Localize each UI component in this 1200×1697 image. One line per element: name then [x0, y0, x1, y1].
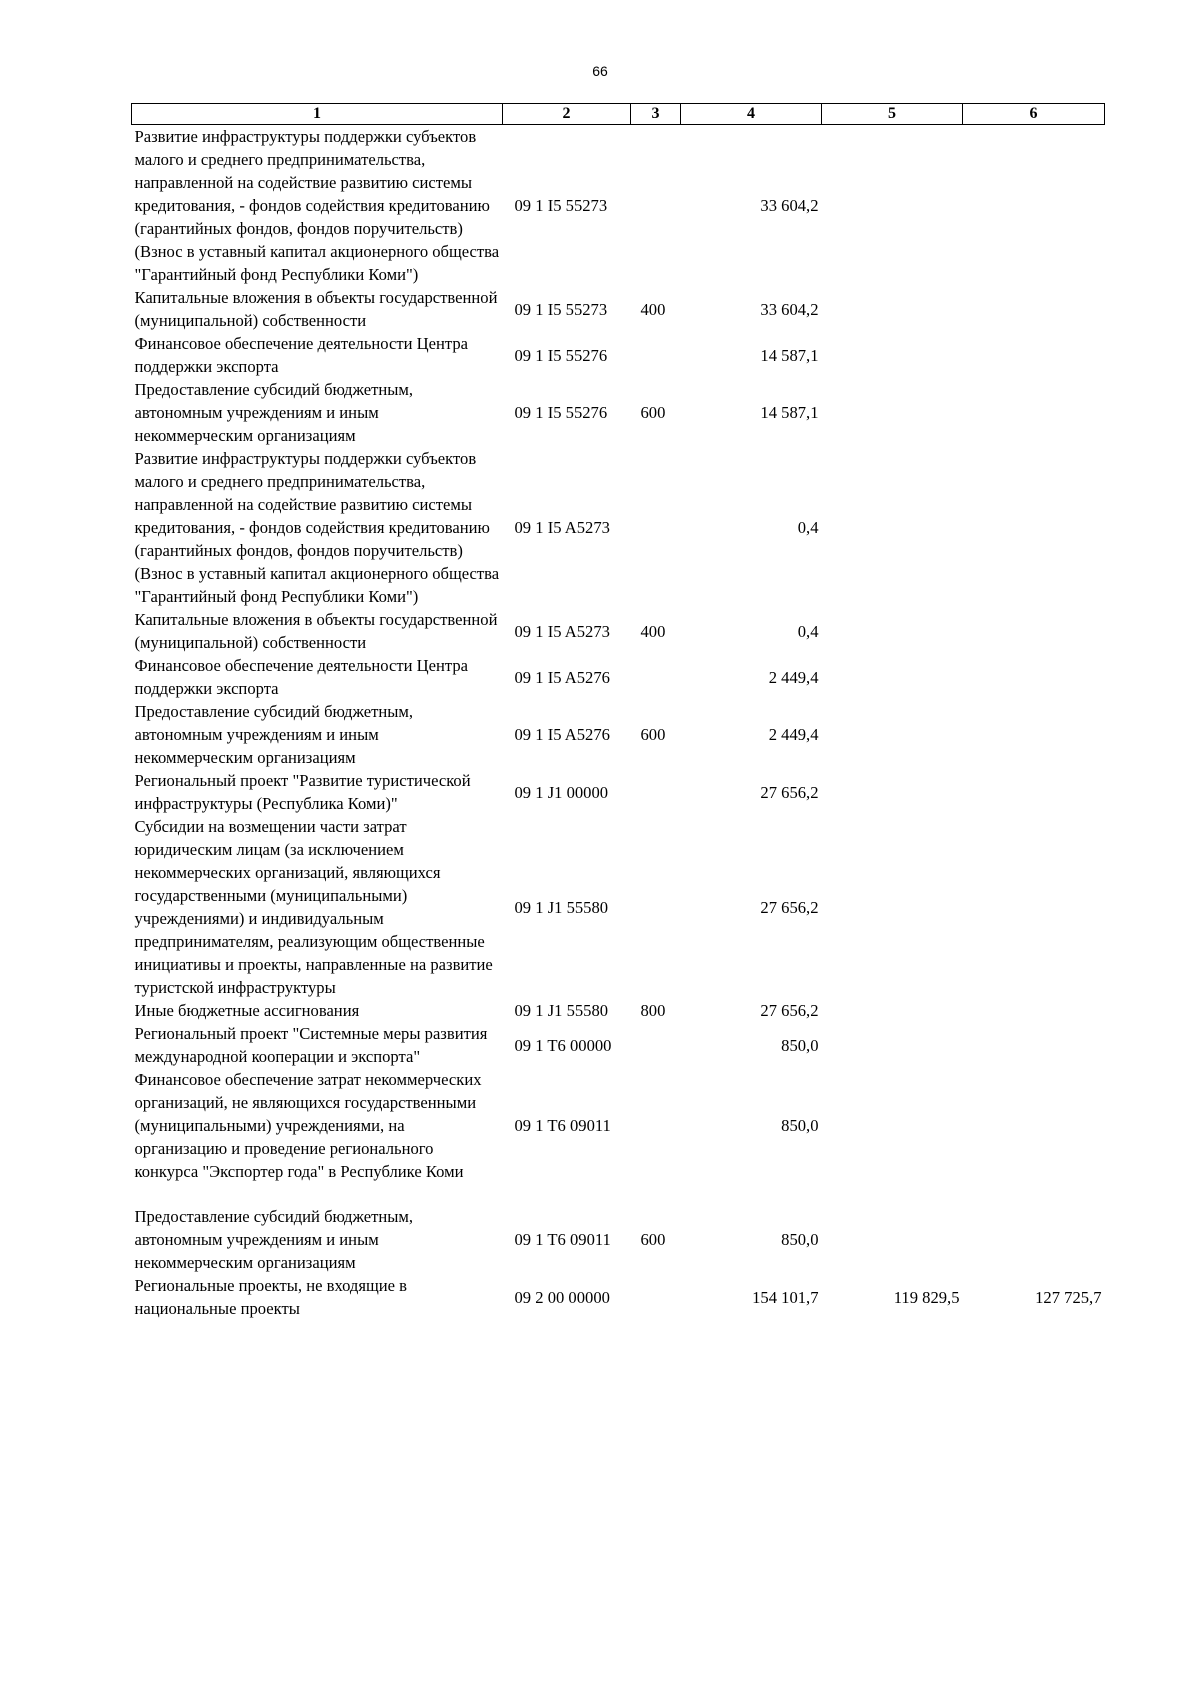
row-expense-type: 600 — [640, 403, 666, 422]
row-name: Предоставление субсидий бюджетным, автономным учреждениям и иным некоммерческим организациям — [134, 380, 414, 445]
row-code: 09 1 T6 09011 — [514, 1116, 611, 1135]
column-header-2: 2 — [503, 104, 631, 125]
row-value-5 — [822, 1022, 963, 1068]
row-value-6 — [963, 1022, 1105, 1068]
row-value-4: 154 101,7 — [752, 1287, 819, 1307]
row-value-5 — [822, 815, 963, 999]
page-number: 66 — [592, 63, 608, 79]
row-code: 09 1 J1 55580 — [514, 897, 609, 917]
row-value-5 — [822, 1068, 963, 1183]
table-row — [132, 999, 1105, 1022]
row-value-5 — [822, 125, 963, 287]
row-value-5 — [822, 378, 963, 447]
row-expense-type — [631, 332, 681, 378]
row-value-4: 0,4 — [797, 518, 819, 537]
row-value-4: 27 656,2 — [760, 897, 819, 917]
row-code: 09 1 J1 55580 — [514, 1001, 609, 1020]
row-code: 09 1 I5 55273 — [514, 299, 608, 319]
table-row — [132, 769, 1105, 815]
column-header-1: 1 — [132, 104, 503, 125]
table-row — [132, 608, 1105, 654]
row-value-6 — [963, 125, 1105, 287]
table-row — [132, 378, 1105, 447]
row-value-6 — [963, 1205, 1105, 1274]
row-name: Финансовое обеспечение деятельности Центра поддержки экспорта — [134, 334, 468, 376]
row-name: Финансовое обеспечение затрат некоммерческих организаций, не являющихся государственными (муниципальными) учреждениями, на организацию и проведение регионального конкурса "Экспортер года" в Республике Коми — [134, 1070, 482, 1181]
row-expense-type — [631, 1068, 681, 1183]
row-name: Региональный проект "Развитие туристической инфраструктуры (Республика Коми)" — [134, 771, 471, 813]
table-row — [132, 286, 1105, 332]
table-row — [132, 1068, 1105, 1183]
row-value-6 — [963, 654, 1105, 700]
row-name: Развитие инфраструктуры поддержки субъектов малого и среднего предпринимательства, направленной на содействие развитию системы кредитования, - фондов содействия кредитованию (гарантийных фондов, фондов поручительств) (Взнос в уставный капитал акционерного общества "Гарантийный фонд Республики Коми") — [134, 449, 500, 606]
row-name: Субсидии на возмещении части затрат юридическим лицам (за исключением некоммерческих организаций, являющихся государственными (муниципальными) учреждениями) и индивидуальным предпринимателям, реализующим общественные инициативы и проекты, направленные на развитие туристской инфраструктуры — [134, 817, 493, 997]
row-name: Предоставление субсидий бюджетным, автономным учреждениям и иным некоммерческим организациям — [134, 1207, 414, 1272]
row-value-5 — [822, 769, 963, 815]
table-row — [132, 332, 1105, 378]
row-expense-type — [631, 1274, 681, 1320]
row-code: 09 1 I5 A5273 — [514, 518, 610, 537]
row-name: Развитие инфраструктуры поддержки субъектов малого и среднего предпринимательства, направленной на содействие развитию системы кредитования, - фондов содействия кредитованию (гарантийных фондов, фондов поручительств) (Взнос в уставный капитал акционерного общества "Гарантийный фонд Республики Коми") — [134, 127, 500, 284]
row-value-4: 850,0 — [781, 1230, 819, 1249]
row-expense-type — [631, 769, 681, 815]
row-value-5 — [822, 1205, 963, 1274]
row-code: 09 1 I5 A5273 — [514, 621, 610, 641]
row-value-5 — [822, 700, 963, 769]
table-row — [132, 125, 1105, 287]
table-body — [132, 125, 1105, 1321]
row-code: 09 1 I5 55276 — [514, 403, 608, 422]
row-code: 09 1 T6 09011 — [514, 1230, 611, 1249]
row-code: 09 1 I5 55276 — [514, 345, 608, 365]
row-expense-type: 600 — [640, 1230, 666, 1249]
row-value-4: 0,4 — [797, 621, 819, 641]
row-value-6 — [963, 769, 1105, 815]
row-value-6 — [963, 999, 1105, 1022]
row-code: 09 1 I5 A5276 — [514, 725, 610, 744]
row-expense-type — [631, 125, 681, 287]
row-value-4: 14 587,1 — [760, 345, 819, 365]
row-code: 09 2 00 00000 — [514, 1287, 610, 1307]
row-name: Иные бюджетные ассигнования — [134, 1001, 360, 1020]
row-value-4: 33 604,2 — [760, 196, 819, 215]
column-header-4: 4 — [681, 104, 822, 125]
row-value-5 — [822, 332, 963, 378]
row-value-4: 850,0 — [781, 1035, 819, 1055]
row-value-4: 33 604,2 — [760, 299, 819, 319]
row-expense-type — [631, 654, 681, 700]
row-expense-type: 400 — [640, 299, 666, 319]
row-name: Предоставление субсидий бюджетным, автономным учреждениям и иным некоммерческим организациям — [134, 702, 414, 767]
row-name: Региональный проект "Системные меры развития международной кооперации и экспорта" — [134, 1024, 488, 1066]
row-value-6 — [963, 447, 1105, 608]
column-header-6: 6 — [963, 104, 1105, 125]
table-row — [132, 447, 1105, 608]
row-expense-type — [631, 447, 681, 608]
row-value-4: 850,0 — [781, 1116, 819, 1135]
row-value-5 — [822, 654, 963, 700]
row-value-6 — [963, 332, 1105, 378]
row-code: 09 1 I5 A5276 — [514, 667, 610, 687]
row-value-6 — [963, 608, 1105, 654]
budget-table — [131, 103, 1105, 1320]
row-name: Региональные проекты, не входящие в национальные проекты — [134, 1276, 408, 1318]
row-code: 09 1 T6 00000 — [514, 1035, 612, 1055]
row-value-5 — [822, 286, 963, 332]
row-value-5 — [822, 447, 963, 608]
row-value-4: 27 656,2 — [760, 782, 819, 802]
row-expense-type — [631, 1022, 681, 1068]
row-value-6 — [963, 378, 1105, 447]
table-row — [132, 654, 1105, 700]
row-name: Капитальные вложения в объекты государственной (муниципальной) собственности — [134, 288, 498, 330]
row-name: Капитальные вложения в объекты государственной (муниципальной) собственности — [134, 610, 498, 652]
table-row — [132, 700, 1105, 769]
spacer-row — [132, 1183, 1105, 1205]
row-expense-type: 600 — [640, 725, 666, 744]
row-value-5 — [822, 608, 963, 654]
table-row — [132, 1274, 1105, 1320]
row-code: 09 1 I5 55273 — [514, 196, 608, 215]
row-value-6 — [963, 1068, 1105, 1183]
row-value-4: 2 449,4 — [768, 725, 819, 744]
row-code: 09 1 J1 00000 — [514, 782, 609, 802]
row-expense-type: 800 — [640, 1001, 666, 1020]
row-expense-type: 400 — [640, 621, 666, 641]
column-header-3: 3 — [631, 104, 681, 125]
column-header-5: 5 — [822, 104, 963, 125]
table-header-row — [132, 104, 1105, 125]
spacer-cell — [132, 1183, 1105, 1205]
row-value-6 — [963, 700, 1105, 769]
row-value-4: 14 587,1 — [760, 403, 819, 422]
row-value-4: 2 449,4 — [768, 667, 819, 687]
table-row — [132, 815, 1105, 999]
row-expense-type — [631, 815, 681, 999]
row-name: Финансовое обеспечение деятельности Центра поддержки экспорта — [134, 656, 468, 698]
row-value-6: 127 725,7 — [1035, 1287, 1102, 1307]
row-value-6 — [963, 815, 1105, 999]
row-value-6 — [963, 286, 1105, 332]
table-row — [132, 1205, 1105, 1274]
row-value-4: 27 656,2 — [760, 1001, 819, 1020]
row-value-5 — [822, 999, 963, 1022]
row-value-5: 119 829,5 — [893, 1287, 960, 1307]
table-row — [132, 1022, 1105, 1068]
